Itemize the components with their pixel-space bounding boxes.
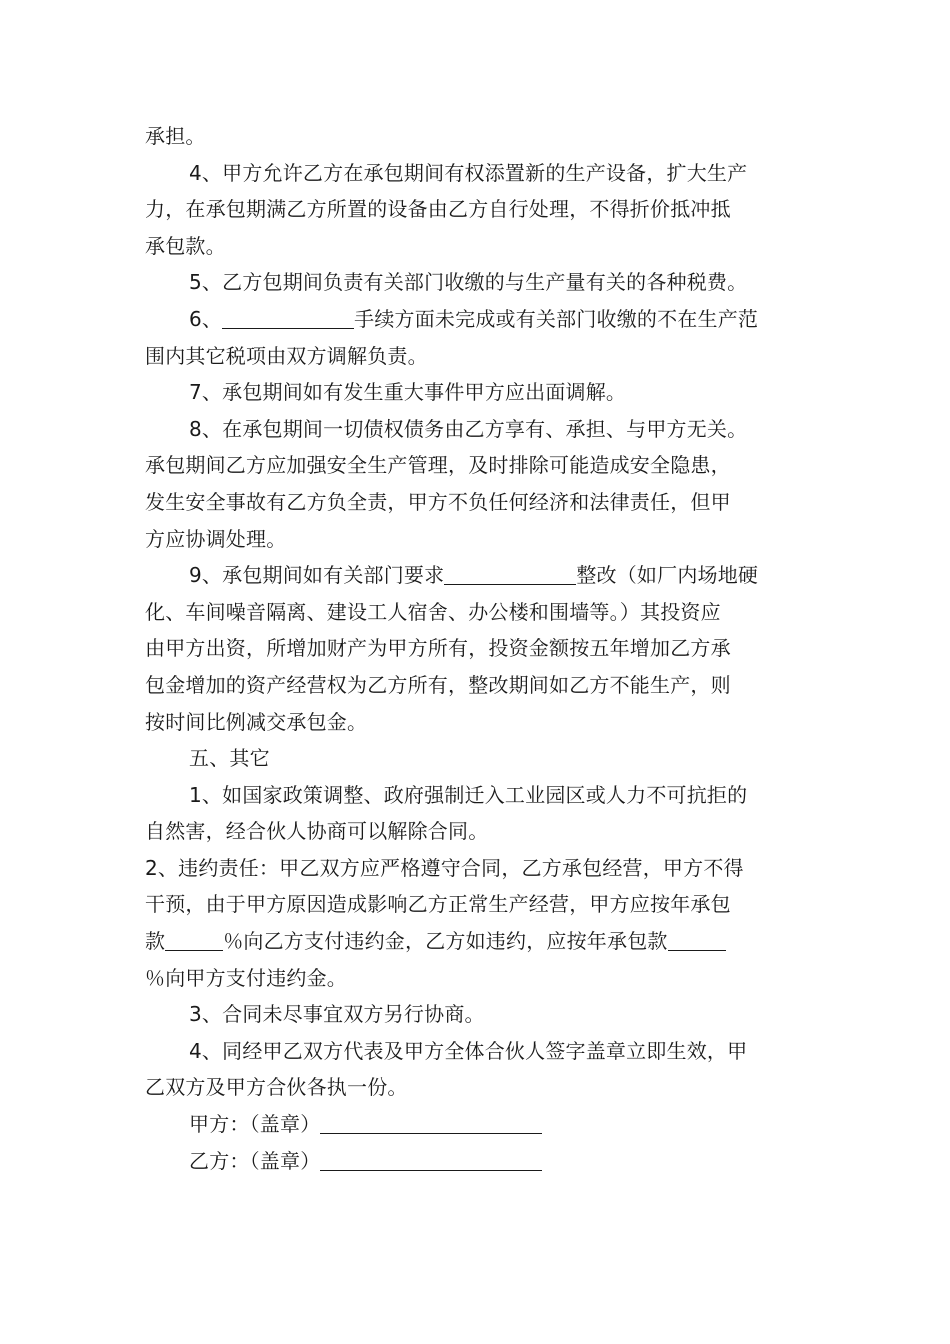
signature-label: 甲方：（盖章）	[189, 1112, 321, 1137]
line-text: 方应协调处理。	[145, 526, 287, 551]
line-text: 力，在承包期满乙方所置的设备由乙方自行处理，不得折价抵冲抵	[145, 197, 731, 222]
line-text: 4、同经甲乙双方代表及甲方全体合伙人签字盖章立即生效，甲	[189, 1038, 748, 1063]
clause-8	[145, 411, 810, 448]
line-text: 乙双方及甲方合伙各执一份。	[145, 1075, 408, 1100]
line-text: 包金增加的资产经营权为乙方所有，整改期间如乙方不能生产，则	[145, 672, 731, 697]
fill-in-blank[interactable]	[444, 564, 576, 585]
line-text: ％向甲方支付违约金。	[145, 965, 347, 990]
fill-in-blank[interactable]	[165, 930, 223, 951]
other-clause-1	[145, 777, 810, 814]
line-text: 款	[145, 929, 166, 954]
line-text: ％向乙方支付违约金，乙方如违约，应按年承包款	[223, 929, 668, 954]
line-text: 3、合同未尽事宜双方另行协商。	[189, 1002, 485, 1027]
line-text: 承包款。	[145, 233, 226, 258]
line-text: 化、车间噪音隔离、建设工人宿舍、办公楼和围墙等。）其投资应	[145, 599, 721, 624]
text-line	[145, 484, 810, 521]
text-line	[145, 338, 810, 375]
line-text: 9、承包期间如有关部门要求	[189, 563, 445, 588]
text-line	[145, 228, 810, 265]
line-text: 4、甲方允许乙方在承包期间有权添置新的生产设备，扩大生产	[189, 160, 748, 185]
other-clause-4	[145, 1033, 810, 1070]
clause-9	[145, 557, 810, 594]
line-text: 整改（如厂内场地硬	[576, 563, 759, 588]
text-line	[145, 704, 810, 741]
text-line	[145, 118, 810, 155]
text-line	[145, 191, 810, 228]
line-text: 8、在承包期间一切债权债务由乙方享有、承担、与甲方无关。	[189, 416, 748, 441]
line-text: 1、如国家政策调整、政府强制迁入工业园区或人力不可抗拒的	[189, 782, 748, 807]
party-b-signature	[145, 1143, 810, 1180]
text-line	[145, 667, 810, 704]
line-text: 7、承包期间如有发生重大事件甲方应出面调解。	[189, 380, 627, 405]
line-text: 围内其它税项由双方调解负责。	[145, 343, 428, 368]
text-line	[145, 1069, 810, 1106]
line-text: 承包期间乙方应加强安全生产管理，及时排除可能造成安全隐患，	[145, 453, 731, 478]
signature-blank[interactable]	[320, 1150, 542, 1171]
other-clause-2	[145, 850, 810, 887]
clause-4	[145, 155, 810, 192]
signature-blank[interactable]	[320, 1113, 542, 1134]
line-text: 自然害，经合伙人协商可以解除合同。	[145, 819, 489, 844]
line-text: 承担。	[145, 124, 206, 148]
line-text: 干预，由于甲方原因造成影响乙方正常生产经营，甲方应按年承包	[145, 892, 731, 917]
line-text: 由甲方出资，所增加财产为甲方所有，投资金额按五年增加乙方承	[145, 636, 731, 661]
line-text: 6、	[189, 306, 223, 331]
text-line	[145, 886, 810, 923]
clause-7	[145, 374, 810, 411]
text-line	[145, 630, 810, 667]
text-line	[145, 594, 810, 631]
other-clause-3	[145, 996, 810, 1033]
text-line	[145, 923, 810, 960]
fill-in-blank[interactable]	[668, 930, 726, 951]
fill-in-blank[interactable]	[222, 308, 354, 329]
party-a-signature	[145, 1106, 810, 1143]
text-line	[145, 960, 810, 997]
line-text: 发生安全事故有乙方负全责，甲方不负任何经济和法律责任，但甲	[145, 489, 731, 514]
line-text: 2、违约责任：甲乙双方应严格遵守合同，乙方承包经营，甲方不得	[145, 855, 744, 880]
text-line	[145, 447, 810, 484]
line-text: 5、乙方包期间负责有关部门收缴的与生产量有关的各种税费。	[189, 270, 748, 295]
clause-6	[145, 301, 810, 338]
signature-label: 乙方：（盖章）	[189, 1148, 321, 1173]
section-heading	[145, 740, 810, 777]
line-text: 手续方面未完成或有关部门收缴的不在生产范	[354, 306, 759, 331]
line-text: 按时间比例减交承包金。	[145, 709, 368, 734]
clause-5	[145, 264, 810, 301]
contract-body	[145, 118, 810, 1179]
line-text: 五、其它	[189, 746, 270, 771]
text-line	[145, 813, 810, 850]
text-line	[145, 521, 810, 558]
